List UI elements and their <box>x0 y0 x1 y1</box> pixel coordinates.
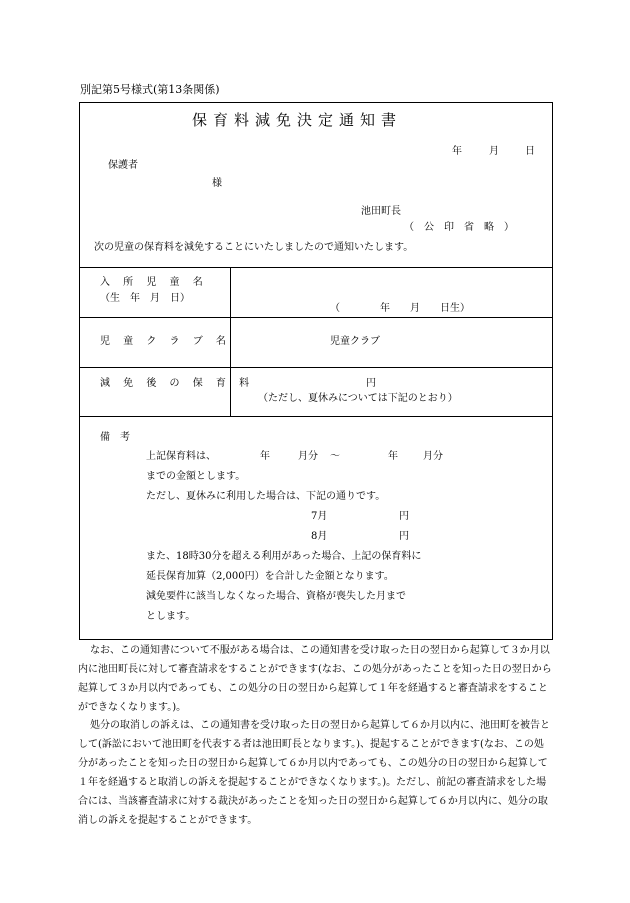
document-title: 保育料減免決定通知書 <box>192 111 403 129</box>
row-label-fee: 減 免 後 の 保 育 料 <box>100 378 255 389</box>
remarks-line-7: 延長保育加算（2,000円）を合計した金額となります。 <box>146 571 394 582</box>
row-rule-1 <box>79 317 552 318</box>
remarks-from-month: 月分 <box>298 451 318 462</box>
remarks-to-month: 月分 <box>423 451 443 462</box>
row-value-birthdate: （ 年 月 日生） <box>330 303 470 314</box>
row-value-fee: 円 <box>366 378 376 389</box>
recipient-label: 保護者 <box>108 160 138 171</box>
remarks-line-9: とします。 <box>146 611 196 622</box>
remarks-july-yen: 円 <box>399 511 409 522</box>
notice-paragraph-2: 処分の取消しの訴えは、この通知書を受け取った日の翌日から起算して６か月以内に、池田町を被告として(訴訟において池田町を代表する者は池田町長となります。)、提起することができます(なお、この処分があったことを知った日の翌日から起算して６か月以内であっても、この処分の日の翌日から起算して１年を経過すると取消しの訴えを提起することができなくなります。)。ただし、前記の審査請求をした場合には、当該審査請求に対する裁決があったことを知った日の翌日から起算して６か月以内に、処分の取消しの訴えを提起することができます。 <box>78 720 550 826</box>
row-label-child-name: 入 所 児 童 名 <box>100 277 208 288</box>
remarks-august-yen: 円 <box>399 531 409 542</box>
remarks-tilde: ～ <box>330 451 340 462</box>
row-sublabel-birthdate: （生 年 月 日） <box>100 293 190 304</box>
table-bottom-rule <box>79 416 552 417</box>
intro-text: 次の児童の保育料を減免することにいたしましたので通知いたします。 <box>94 242 414 253</box>
remarks-line-8: 減免要件に該当しなくなった場合、資格が喪失した月まで <box>146 591 406 602</box>
row-label-club-name: 児 童 ク ラ ブ 名 <box>100 336 231 347</box>
issuer-name: 池田町長 <box>361 206 401 217</box>
row-rule-2 <box>79 367 552 368</box>
remarks-line-3: ただし、夏休みに利用した場合は、下記の通りです。 <box>146 491 386 502</box>
remarks-august: 8月 <box>311 531 328 542</box>
recipient-honorific: 様 <box>212 178 222 189</box>
remarks-july: 7月 <box>311 511 328 522</box>
row-value-fee-note: （ただし、夏休みについては下記のとおり） <box>258 393 458 404</box>
remarks-from-year: 年 <box>260 451 270 462</box>
table-top-rule <box>79 267 552 268</box>
form-id: 別記第5号様式(第13条関係) <box>80 83 220 96</box>
remarks-label: 備 考 <box>100 432 130 443</box>
seal-note: （ 公 印 省 略 ） <box>404 222 514 233</box>
remarks-period-lead: 上記保育料は、 <box>146 451 216 462</box>
remarks-line-6: また、18時30分を超える利用があった場合、上記の保育料に <box>146 551 422 562</box>
notice-paragraph-1: なお、この通知書について不服がある場合は、この通知書を受け取った日の翌日から起算して３か月以内に池田町長に対して審査請求をすることができます(なお、この処分があったことを知った日の翌日から起算して３か月以内であっても、この処分の日の翌日から起算して１年を経過すると審査請求をすることができなくなります。)。 <box>78 645 552 713</box>
date-year: 年 <box>452 146 462 157</box>
date-day: 日 <box>525 146 535 157</box>
date-month: 月 <box>489 146 499 157</box>
row-value-club-name: 児童クラブ <box>330 336 380 347</box>
remarks-to-year: 年 <box>388 451 398 462</box>
remarks-line-2: までの金額とします。 <box>146 471 246 482</box>
